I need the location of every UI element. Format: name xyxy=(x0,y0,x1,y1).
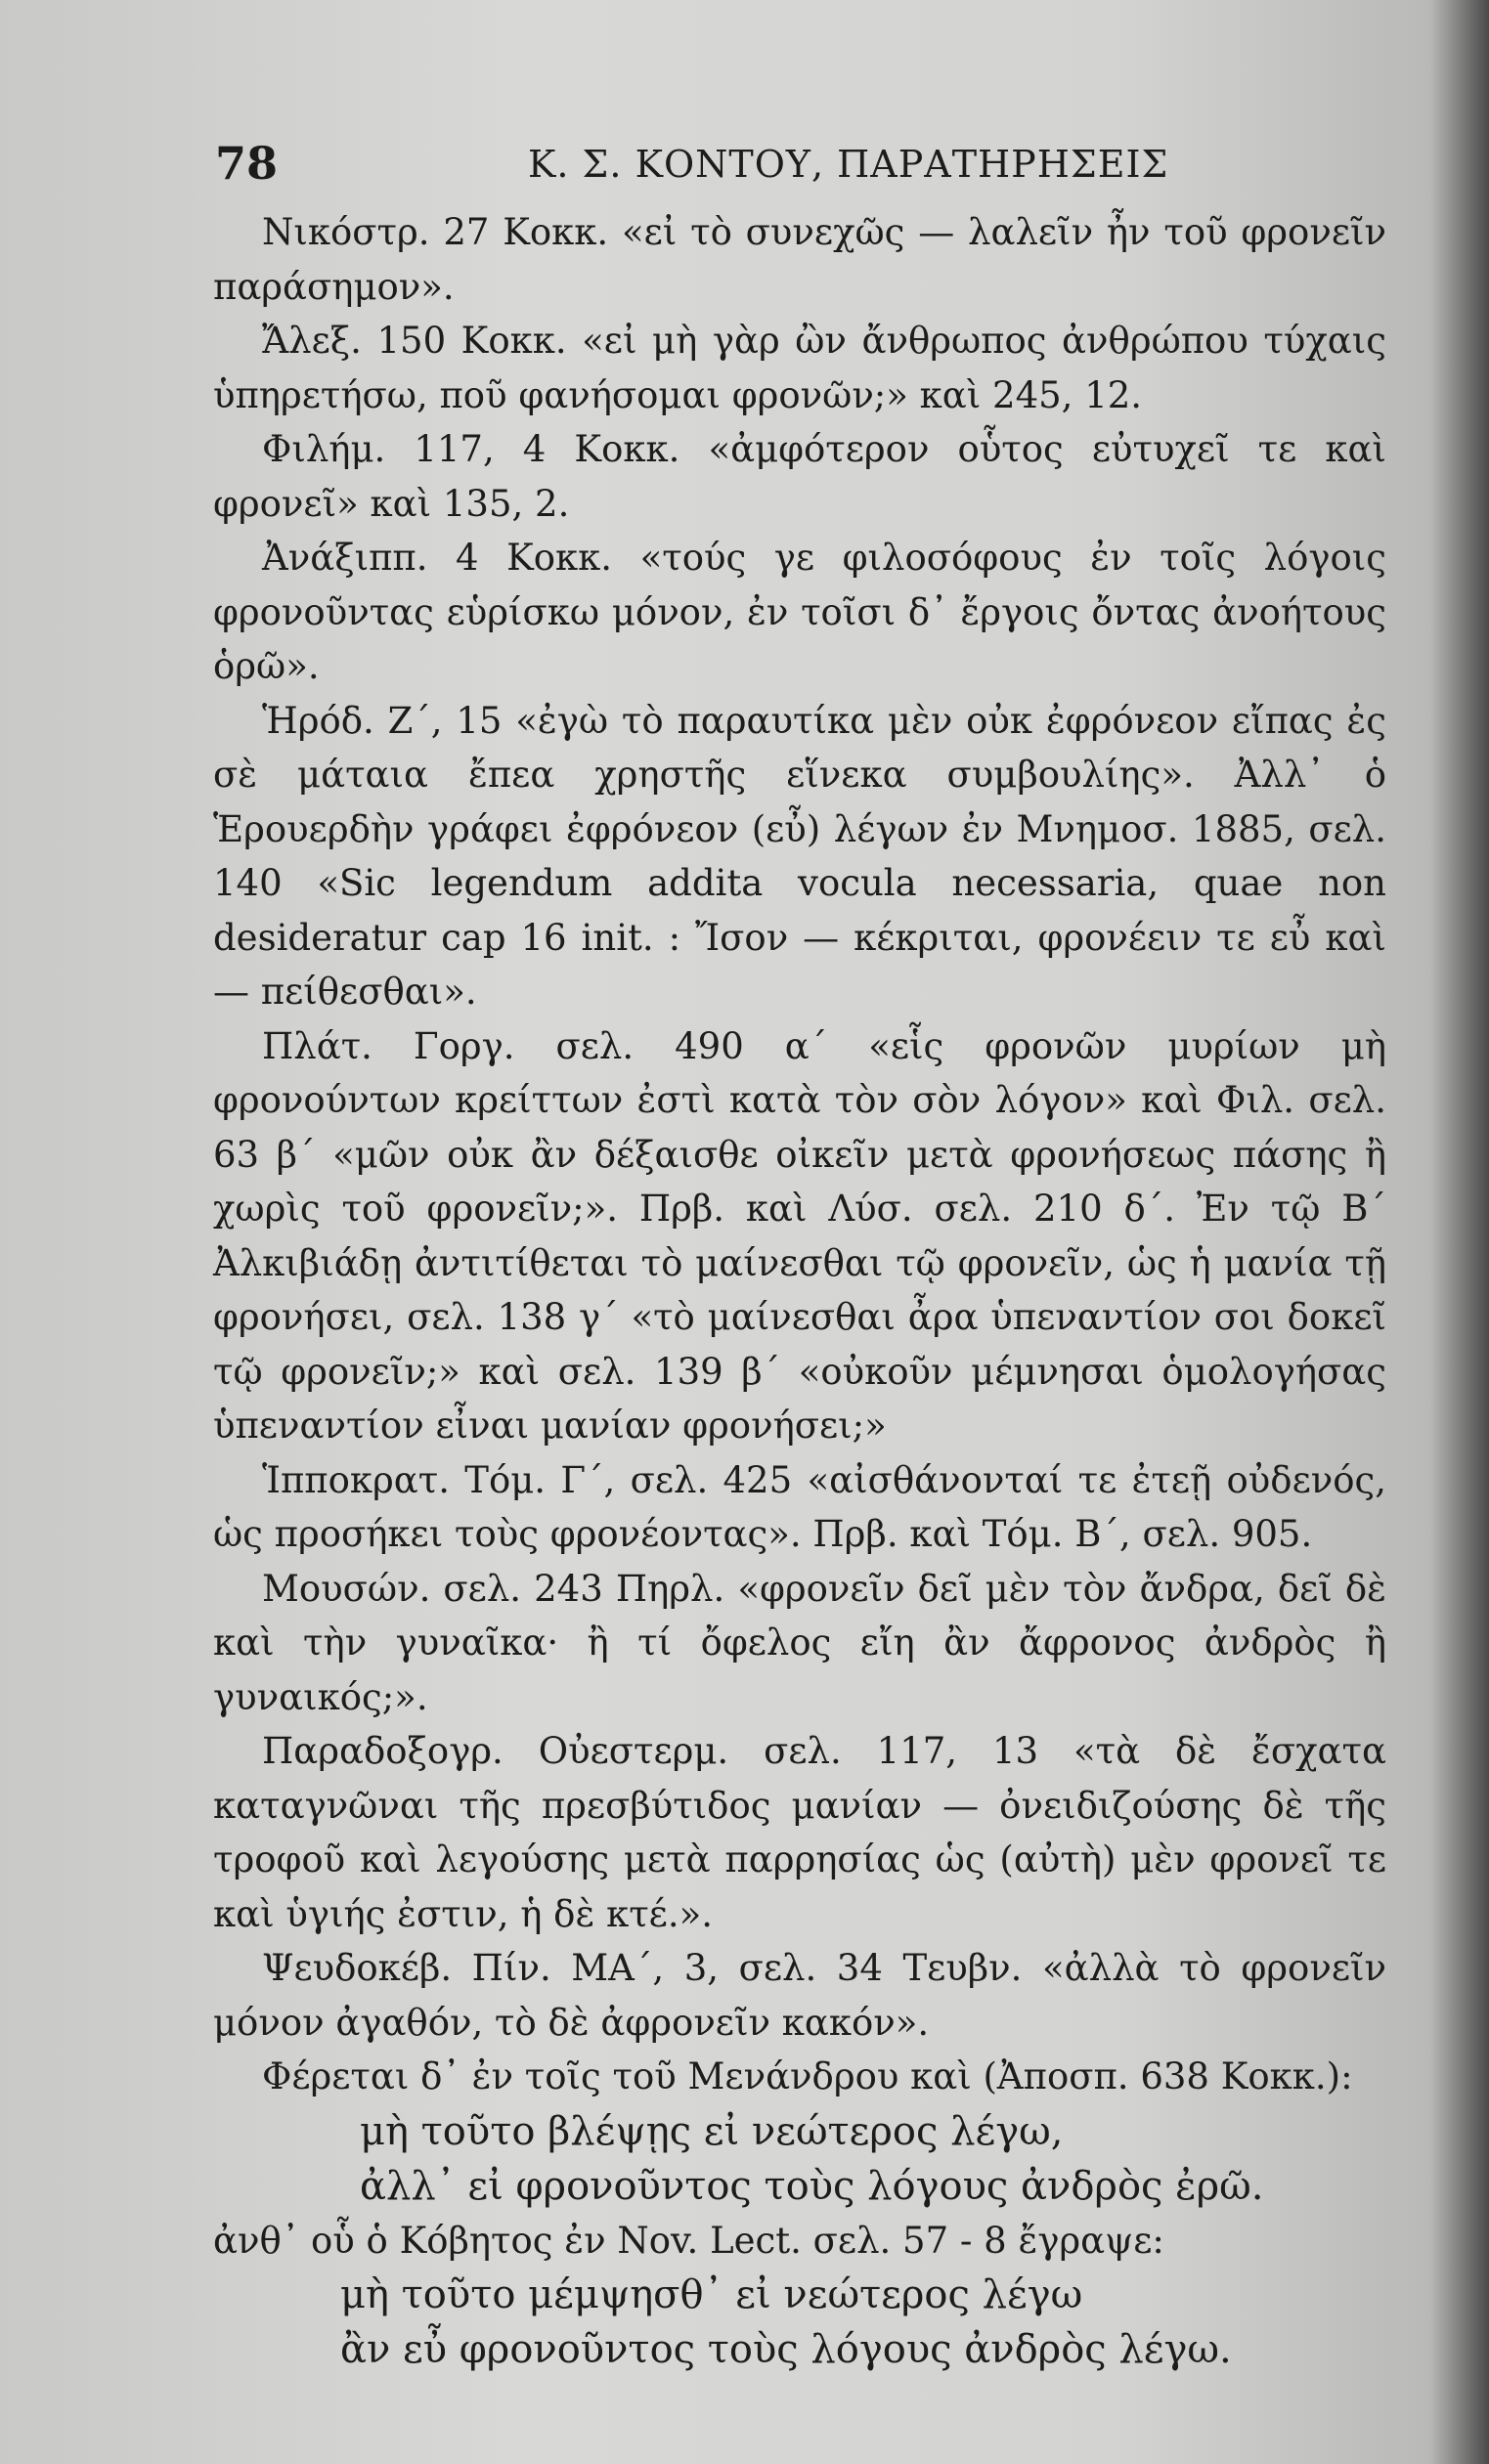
paragraph-herodotus: Ἡρόδ. Ζ΄, 15 «ἐγὼ τὸ παραυτίκα μὲν οὐκ ἐφρόνεον εἴπας ἐς σὲ μάταια ἔπεα χρηστῆς εἵνεκα συμβουλίης». Ἀλλ᾽ ὁ Ἑρουερδὴν γράφει ἐφρόνεον (εὖ) λέγων ἐν Μνημοσ. 1885, σελ. 140 «Sic legendum addita vocula necessaria, quae non desideratur cap 16 init. : Ἴσον — κέκριται, φρονέειν τε εὖ καὶ — πείθεσθαι». xyxy=(213,699,1386,1013)
verse-line: ἂν εὖ φρονοῦντος τοὺς λόγους ἀνδρὸς λέγω. xyxy=(340,2327,1232,2372)
running-head: Κ. Σ. ΚΟΝΤΟΥ, ΠΑΡΑΤΗΡΗΣΕΙΣ xyxy=(528,143,1169,186)
paragraph-pseudo-cebes: Ψευδοκέβ. Πίν. ΜΑ΄, 3, σελ. 34 Τευβν. «ἀλλὰ τὸ φρονεῖν μόνον ἀγαθόν, τὸ δὲ ἀφρονεῖν κακόν». xyxy=(213,1947,1386,2044)
paragraph-musonius: Μουσών. σελ. 243 Πηρλ. «φρονεῖν δεῖ μὲν τὸν ἄνδρα, δεῖ δὲ καὶ τὴν γυναῖκα· ἢ τί ὄφελος εἴη ἂν ἄφρονος ἀνδρὸς ἢ γυναικός;». xyxy=(213,1567,1386,1718)
verse-line: ἀλλ᾽ εἰ φρονοῦντος τοὺς λόγους ἀνδρὸς ἐρῶ. xyxy=(360,2163,1264,2209)
paragraph-nikostratos: Νικόστρ. 27 Κοκκ. «εἰ τὸ συνεχῶς — λαλεῖν ἦν τοῦ φρονεῖν παράσημον». xyxy=(213,211,1386,308)
paragraph-anaxippos: Ἀνάξιππ. 4 Κοκκ. «τούς γε φιλοσόφους ἐν τοῖς λόγοις φρονοῦντας εὑρίσκω μόνον, ἐν τοῖσι δ᾽ ἔργοις ὄντας ἀνοήτους ὁρῶ». xyxy=(213,537,1386,687)
verse-line: μὴ τοῦτο μέμψησθ᾽ εἰ νεώτερος λέγω xyxy=(340,2272,1083,2317)
paragraph-hippocrates: Ἱπποκρατ. Τόμ. Γ΄, σελ. 425 «αἰσθάνονταί τε ἐτεῇ οὐδενός, ὡς προσήκει τοὺς φρονέοντας». Πρβ. καὶ Τόμ. Β΄, σελ. 905. xyxy=(213,1458,1386,1555)
verse-line: μὴ τοῦτο βλέψῃς εἰ νεώτερος λέγω, xyxy=(360,2108,1064,2154)
page-body xyxy=(213,205,1386,2377)
paragraph-philemon: Φιλήμ. 117, 4 Κοκκ. «ἀμφότερον οὗτος εὐτυχεῖ τε καὶ φρονεῖ» καὶ 135, 2. xyxy=(213,428,1386,525)
paragraph-plato: Πλάτ. Γοργ. σελ. 490 α΄ «εἷς φρονῶν μυρίων μὴ φρονούντων κρείττων ἐστὶ κατὰ τὸν σὸν λόγον» καὶ Φιλ. σελ. 63 β΄ «μῶν οὐκ ἂν δέξαισθε οἰκεῖν μετὰ φρονήσεως πάσης ἢ χωρὶς τοῦ φρονεῖν;». Πρβ. καὶ Λύσ. σελ. 210 δ΄. Ἐν τῷ Β΄ Ἀλκιβιάδῃ ἀντιτίθεται τὸ μαίνεσθαι τῷ φρονεῖν, ὡς ἡ μανία τῇ φρονήσει, σελ. 138 γ΄ «τὸ μαίνεσθαι ἆρα ὑπεναντίον σοι δοκεῖ τῷ φρονεῖν;» καὶ σελ. 139 β΄ «οὐκοῦν μέμνησαι ὁμολογήσας ὑπεναντίον εἶναι μανίαν φρονήσει;» xyxy=(213,1024,1386,1447)
paragraph-menander-intro: Φέρεται δ᾽ ἐν τοῖς τοῦ Μενάνδρου καὶ (Ἀποσπ. 638 Κοκκ.): xyxy=(262,2055,1353,2097)
paragraph-paradoxographi: Παραδοξογρ. Οὐεστερμ. σελ. 117, 13 «τὰ δὲ ἔσχατα καταγνῶναι τῆς πρεσβύτιδος μανίαν — ὀνειδιζούσης δὲ τῆς τροφοῦ καὶ λεγούσης μετὰ παρρησίας ὡς (αὐτὴ) μὲν φρονεῖ τε καὶ ὑγιής ἐστιν, ἡ δὲ κτέ.». xyxy=(213,1730,1386,1935)
page-header xyxy=(215,137,1388,195)
paragraph-alexis: Ἄλεξ. 150 Κοκκ. «εἰ μὴ γὰρ ὢν ἄνθρωπος ἀνθρώπου τύχαις ὑπηρετήσω, ποῦ φανήσομαι φρονῶν;» καὶ 245, 12. xyxy=(213,320,1386,416)
page-number: 78 xyxy=(215,137,279,190)
bridge-text: ἀνθ᾽ οὗ ὁ Κόβητος ἐν Nov. Lect. σελ. 57 - 8 ἔγραψε: xyxy=(213,2219,1164,2262)
